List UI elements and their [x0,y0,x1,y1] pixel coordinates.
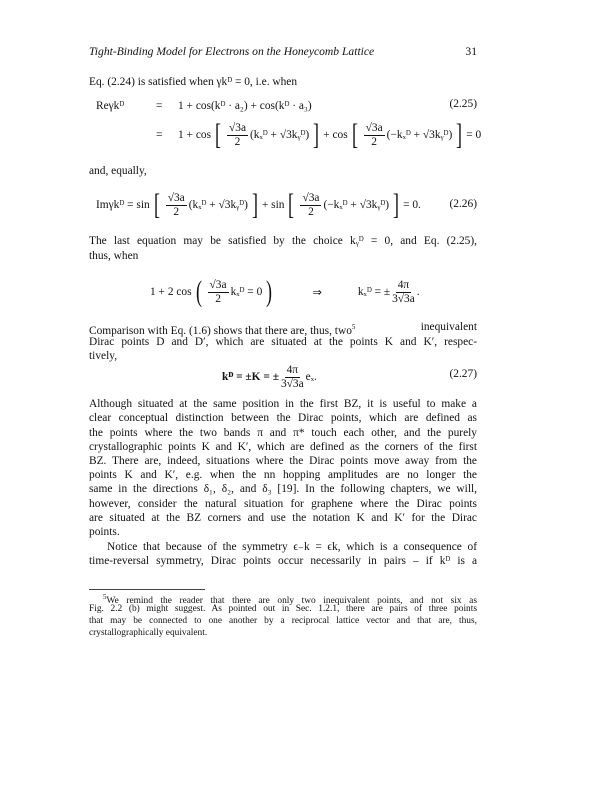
paragraph-line: The last equation may be satisfied by the choice kᵧᴰ = 0, and Eq. (2.25), [89,235,477,247]
bracket-open: [ [153,188,160,221]
eq-term: kₓᴰ = ± [357,286,391,298]
footnote-marker: 5 [351,323,356,331]
equation-condition [150,275,420,309]
bracket-close: ] [456,118,463,151]
eq-term: (kₓᴰ + √3kᵧᴰ) [188,199,248,211]
eq-term: . [416,286,420,298]
eq-term: eₓ. [305,371,317,383]
paragraph-line: time-reversal symmetry, Dirac points occur necessarily in pairs – if kᴰ is a [89,555,477,567]
paragraph-line: Although situated at the same position in the first BZ, it is useful to make a [89,398,477,410]
eq-sign: = [156,129,163,141]
running-header-title: Tight-Binding Model for Electrons on the Honeycomb Lattice [89,45,375,58]
paragraph-line: clear conceptual distinction between the Dirac points, which are defined as [89,412,477,424]
eq-lhs: Reγkᴰ [96,100,125,112]
numerator: √3a [229,121,247,134]
fraction [392,279,415,306]
paragraph-line: are situated at the BZ corners and use the notation K and K′ for the Dirac [89,512,477,524]
page-number: 31 [465,45,477,58]
denominator: 2 [371,135,377,148]
eq-term: + sin [261,199,285,211]
equation-2-25-line2 [156,118,481,152]
eq-term: (−kₓᴰ + √3kᵧᴰ) [323,199,390,211]
paren-open: ( [195,275,202,308]
denominator: 2 [308,205,314,218]
denominator: 2 [234,135,241,148]
and-equally-text: and, equally, [89,165,147,177]
eq-term: (−kₓᴰ + √3kᵧᴰ) [386,129,453,141]
eq-sign: = [156,100,163,112]
paragraph-line: thus, when [89,250,139,262]
text-run: inequivalent [420,321,477,333]
bracket-close: ] [313,118,320,151]
bracket-open: [ [351,118,358,151]
paragraph-line: Notice that because of the symmetry ϵ₋k = ϵk, which is a consequence of [107,541,477,553]
equation-2-25-line1 [96,98,312,114]
paragraph-line: however, consider the natural situation for graphene where the Dirac points [89,498,477,510]
intro-text: Eq. (2.24) is satisfied when γkᴰ = 0, i.e. when [89,76,298,88]
eq-term: = 0 [466,129,482,141]
numerator: √3a [365,121,383,134]
equation-number: (2.27) [449,368,477,380]
bracket-open: [ [288,188,295,221]
bracket-close: ] [393,188,400,221]
eq-term: = 0. [403,199,421,211]
bracket-open: [ [215,118,221,151]
fraction [300,192,321,219]
paragraph-line: crystallographic points K and K′, which are defined as the corners of the first [89,441,477,453]
numerator: 4π [286,363,299,376]
paragraph-line: the points where the two bands π and π* touch each other, and the purely [89,427,477,439]
paragraph-line: BZ. There are, indeed, situations where the Dirac points move away from the [89,455,477,467]
denominator: 3√3a [392,292,415,305]
footnote-line: that may be connected to one another by a reciprocal lattice vector and that are, thus, [89,616,477,626]
fraction [227,122,248,149]
equation-number: (2.26) [449,198,477,210]
denominator: 3√3a [280,377,304,390]
text-run: We remind the reader that there are only two inequivalent points, and not six as [106,596,477,607]
equation-2-27 [222,360,317,394]
eq-term: (kₓᴰ + √3kᵧᴰ) [250,129,310,141]
footnote-line: crystallographically equivalent. [89,628,208,638]
footnote-marker: 5 [103,593,107,601]
denominator: 2 [215,292,221,305]
footnote-rule [89,589,205,590]
equation-number: (2.25) [449,98,477,110]
paragraph-line: tively, [89,350,118,362]
paragraph-line: points K and K′, e.g. when the nn hopping amplitudes are no longer the [89,469,477,481]
fraction [166,192,187,219]
eq-term: kₓᴰ = 0 [230,286,263,298]
paren-close: ) [266,275,273,308]
bracket-close: ] [251,188,258,221]
text-run: Comparison with Eq. (1.6) shows that there are, thus, two [89,324,352,337]
denominator: 2 [173,205,180,218]
fraction [364,122,385,149]
numerator: √3a [302,191,320,204]
eq-lhs: kᴰ = ±K = ± [222,371,279,383]
fraction [281,364,304,391]
eq-rhs: 1 + cos(kᴰ · a₂) + cos(kᴰ · a₃) [178,100,312,112]
eq-lhs: Imγkᴰ = sin [96,199,150,211]
eq-term: 1 + cos [178,129,211,141]
numerator: √3a [209,278,227,291]
numerator: √3a [167,191,185,204]
paragraph-line: same in the directions δ₁, δ₂, and δ₃ [19]. In the following chapters, we will, [89,483,477,495]
fraction [208,279,229,306]
paragraph-line: points. [89,526,120,538]
implies-arrow: ⇒ [312,287,322,299]
paragraph-line: Dirac points D and D′, which are situated at the points K and K′, respec- [89,336,477,348]
numerator: 4π [397,278,410,291]
footnote-line: Fig. 2.2 (b) might suggest. As pointed out in Sec. 1.2.1, there are pairs of three points [89,604,477,614]
eq-term: + cos [323,129,348,141]
eq-term: 1 + 2 cos [150,286,192,298]
equation-2-26 [96,188,421,222]
